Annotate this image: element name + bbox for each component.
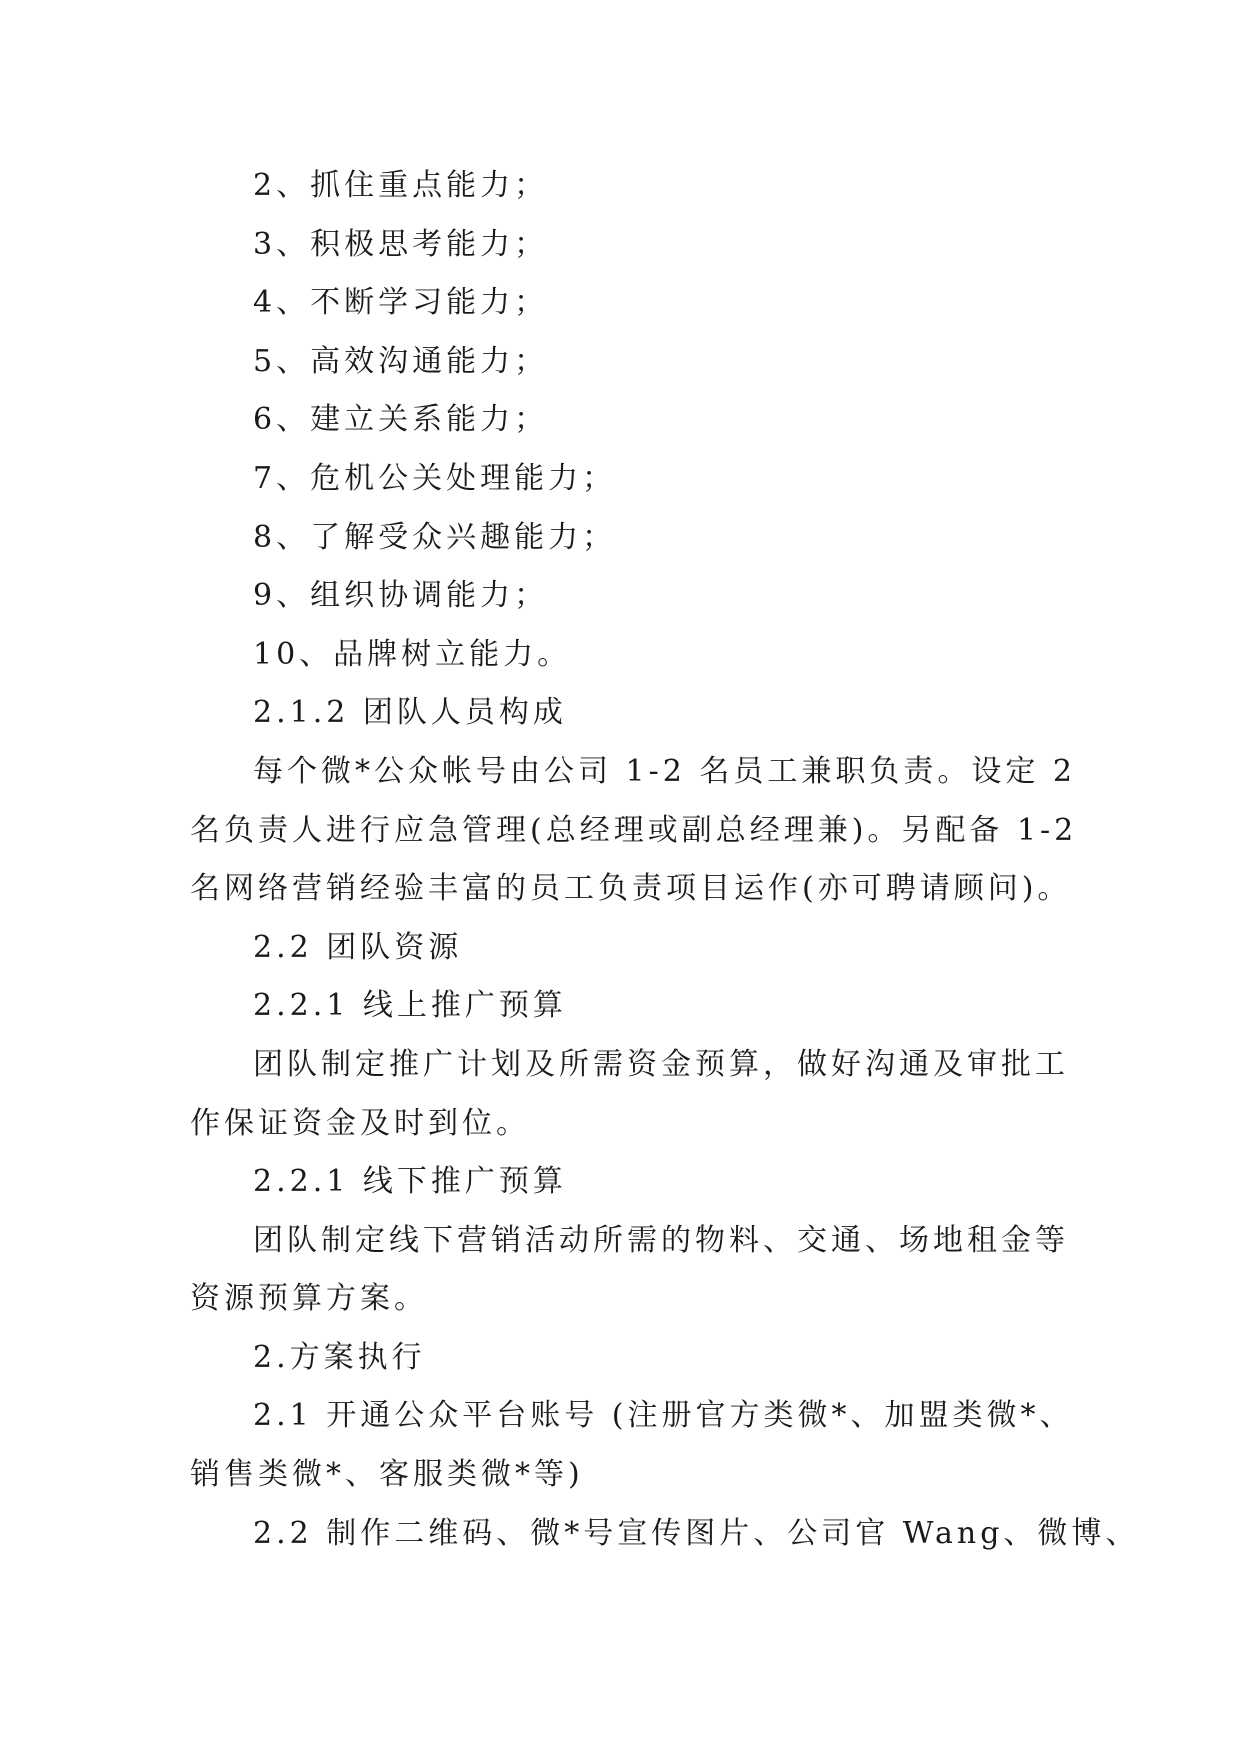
list-item-7: 7、危机公关处理能力； [253, 460, 617, 496]
list-item-6: 6、建立关系能力； [253, 402, 549, 438]
paragraph-line: 名网络营销经验丰富的员工负责项目运作(亦可聘请顾问)。 [190, 871, 1072, 907]
section-heading-2-1-2: 2.1.2 团队人员构成 [253, 695, 567, 731]
list-item-10: 10、品牌树立能力。 [253, 636, 572, 672]
list-item-9: 9、组织协调能力； [253, 578, 549, 614]
list-item-8: 8、了解受众兴趣能力； [253, 519, 617, 555]
paragraph-line: 2.1 开通公众平台账号 (注册官方类微*、加盟类微*、 [253, 1398, 1074, 1434]
section-heading-2: 2.方案执行 [253, 1339, 426, 1375]
list-item-5: 5、高效沟通能力； [253, 343, 549, 379]
list-item-3: 3、积极思考能力； [253, 226, 549, 262]
paragraph-line: 团队制定线下营销活动所需的物料、交通、场地租金等 [253, 1222, 1069, 1258]
paragraph-line: 作保证资金及时到位。 [190, 1105, 530, 1141]
paragraph-line: 资源预算方案。 [190, 1281, 428, 1317]
section-heading-2-2-1-online: 2.2.1 线上推广预算 [253, 988, 567, 1024]
section-heading-2-2-1-offline: 2.2.1 线下推广预算 [253, 1164, 567, 1200]
section-heading-2-2: 2.2 团队资源 [253, 929, 463, 965]
paragraph-line: 2.2 制作二维码、微*号宣传图片、公司官 Wang、微博、 [253, 1515, 1140, 1551]
list-item-4: 4、不断学习能力； [253, 285, 549, 321]
paragraph-line: 名负责人进行应急管理(总经理或副总经理兼)。另配备 1-2 [190, 812, 1078, 848]
document-body [190, 157, 1140, 1563]
paragraph-line: 每个微*公众帐号由公司 1-2 名员工兼职负责。设定 2 [253, 753, 1077, 789]
list-item-2: 2、抓住重点能力； [253, 168, 549, 203]
paragraph-line: 销售类微*、客服类微*等) [190, 1457, 584, 1493]
paragraph-line: 团队制定推广计划及所需资金预算，做好沟通及审批工 [253, 1046, 1069, 1082]
